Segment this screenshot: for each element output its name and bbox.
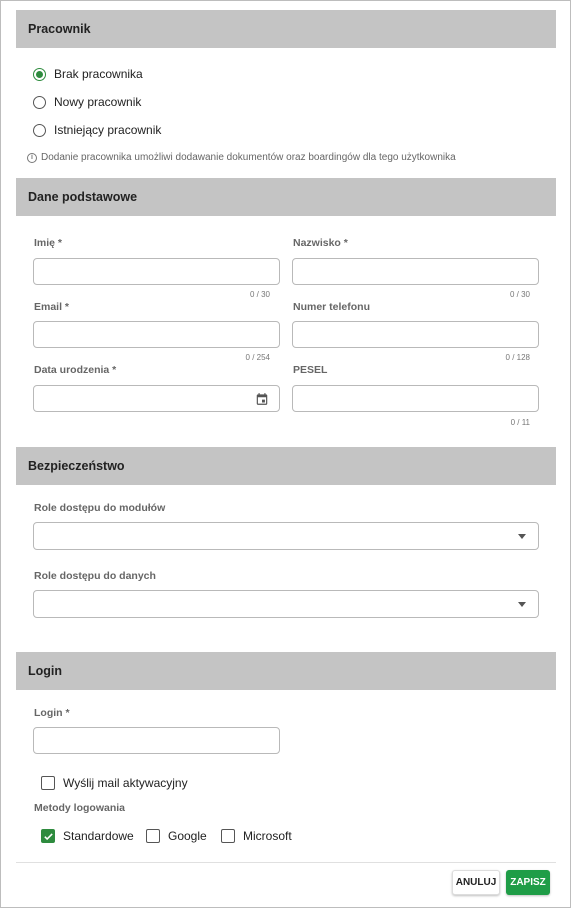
pesel-counter: 0 / 11	[510, 418, 530, 427]
section-header-pracownik	[16, 10, 556, 48]
section-title: Bezpieczeństwo	[28, 459, 125, 473]
pesel-input[interactable]	[292, 385, 539, 412]
radio-nowy-pracownik[interactable]	[33, 93, 141, 111]
checkbox-label: Microsoft	[243, 829, 292, 843]
checkbox[interactable]	[221, 829, 235, 843]
telefon-counter: 0 / 128	[505, 353, 530, 362]
method-microsoft-checkbox[interactable]	[221, 827, 292, 845]
login-methods-label: Metody logowania	[34, 802, 126, 814]
section-header-bezpieczenstwo	[16, 447, 556, 485]
login-label: Login *	[34, 707, 70, 719]
role-moduly-select[interactable]	[33, 522, 539, 550]
pesel-label: PESEL	[293, 364, 328, 376]
data-urodzenia-label: Data urodzenia *	[34, 364, 117, 376]
save-button[interactable]: ZAPISZ	[506, 870, 550, 895]
section-header-dane-podstawowe	[16, 178, 556, 216]
checkmark-icon	[43, 831, 54, 842]
radio-button-checked[interactable]	[33, 68, 46, 81]
nazwisko-input[interactable]	[292, 258, 539, 285]
email-counter: 0 / 254	[245, 353, 270, 362]
cancel-button[interactable]: ANULUJ	[452, 870, 500, 895]
role-moduly-label: Role dostępu do modułów	[34, 502, 166, 514]
data-urodzenia-input[interactable]	[33, 385, 280, 412]
role-dane-label: Role dostępu do danych	[34, 570, 156, 582]
section-header-login	[16, 652, 556, 690]
imie-counter: 0 / 30	[249, 290, 270, 299]
calendar-icon[interactable]	[255, 392, 269, 406]
nazwisko-label: Nazwisko *	[293, 237, 348, 249]
dropdown-arrow-icon	[518, 534, 526, 539]
checkbox[interactable]	[41, 776, 55, 790]
telefon-input[interactable]	[292, 321, 539, 348]
email-label: Email *	[34, 301, 70, 313]
login-input[interactable]	[33, 727, 280, 754]
section-title: Dane podstawowe	[28, 190, 138, 204]
email-input[interactable]	[33, 321, 280, 348]
radio-label: Nowy pracownik	[54, 95, 142, 109]
radio-button[interactable]	[33, 124, 46, 137]
dropdown-arrow-icon	[518, 602, 526, 607]
imie-label: Imię *	[34, 237, 63, 249]
method-google-checkbox[interactable]	[146, 827, 207, 845]
footer-divider	[16, 862, 556, 863]
checkbox-label: Standardowe	[63, 829, 134, 843]
role-dane-select[interactable]	[33, 590, 539, 618]
checkbox-label: Google	[168, 829, 207, 843]
section-title: Login	[28, 664, 63, 678]
info-note	[27, 152, 456, 163]
radio-brak-pracownika[interactable]	[33, 65, 143, 83]
radio-button[interactable]	[33, 96, 46, 109]
section-title: Pracownik	[28, 22, 91, 36]
radio-label: Brak pracownika	[54, 67, 143, 81]
radio-label: Istniejący pracownik	[54, 123, 162, 137]
checkbox[interactable]	[146, 829, 160, 843]
checkbox-checked[interactable]	[41, 829, 55, 843]
telefon-label: Numer telefonu	[293, 301, 371, 313]
info-text: Dodanie pracownika umożliwi dodawanie dokumentów oraz boardingów dla tego użytkownika	[41, 152, 456, 163]
checkbox-label: Wyślij mail aktywacyjny	[63, 776, 188, 790]
imie-input[interactable]	[33, 258, 280, 285]
send-activation-mail-checkbox[interactable]	[41, 774, 188, 792]
nazwisko-counter: 0 / 30	[509, 290, 530, 299]
radio-istniejacy-pracownik[interactable]	[33, 121, 161, 139]
method-standardowe-checkbox[interactable]	[41, 827, 134, 845]
info-icon: i	[27, 153, 37, 163]
